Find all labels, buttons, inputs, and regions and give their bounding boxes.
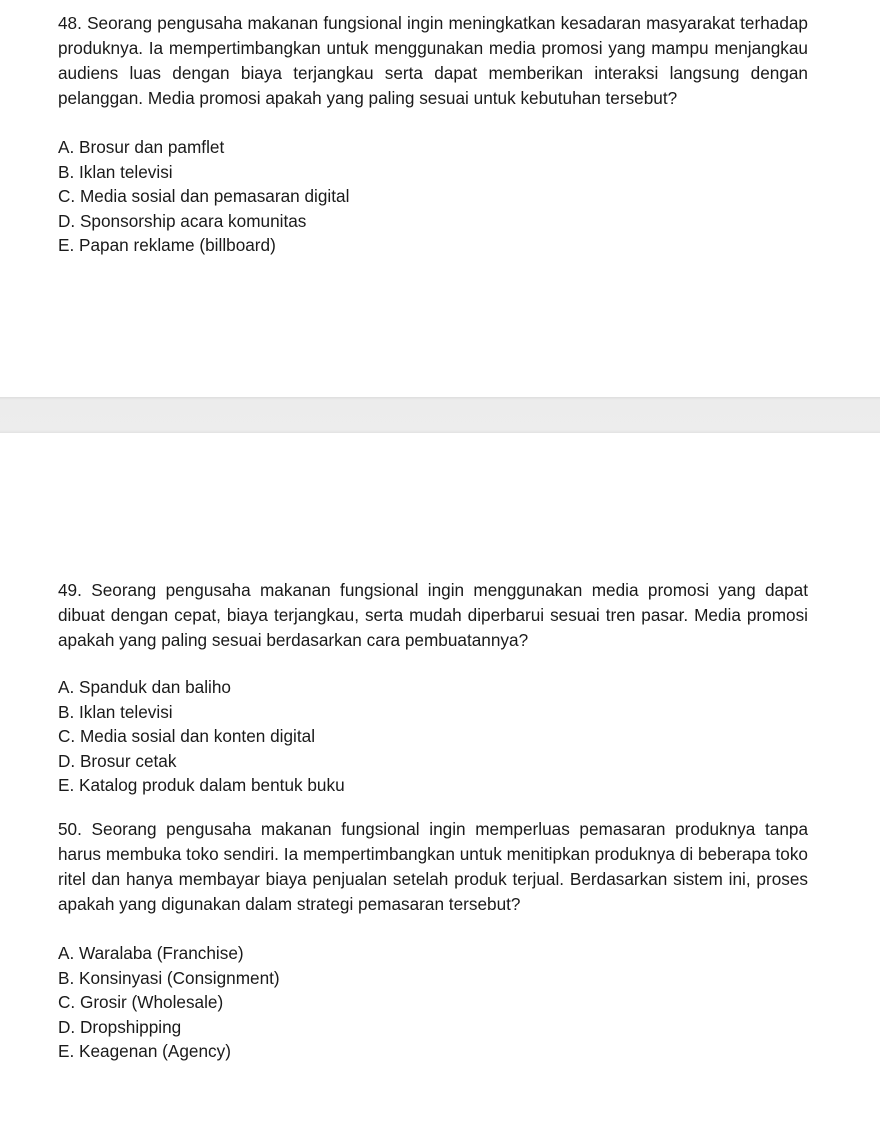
question-50-option-d: D. Dropshipping [58, 1016, 182, 1037]
question-49-options [58, 675, 808, 798]
question-50-option-c: C. Grosir (Wholesale) [58, 992, 224, 1012]
question-48-option-e: E. Papan reklame (billboard) [58, 235, 276, 255]
question-50-options [58, 941, 808, 1064]
question-48-option-c: C. Media sosial dan pemasaran digital [58, 186, 350, 206]
question-49-text: 49. Seorang pengusaha makanan fungsional ingin menggunakan media promosi yang dapat dibuat dengan cepat, biaya terjangkau, serta mudah diperbarui sesuai tren pasar. Media promosi apakah yang paling sesuai berdasarkan cara pembuatannya? [58, 580, 808, 650]
question-49-option-e: E. Katalog produk dalam bentuk buku [58, 775, 345, 795]
question-50-text: 50. Seorang pengusaha makanan fungsional ingin memperluas pemasaran produknya tanpa harus membuka toko sendiri. Ia mempertimbangkan untuk menitipkan produknya di beberapa toko ritel dan hanya membayar biaya penjualan setelah produk terjual. Berdasarkan sistem ini, proses apakah yang digunakan dalam strategi pemasaran tersebut? [58, 819, 808, 914]
question-48-options [58, 135, 808, 258]
question-48-text: 48. Seorang pengusaha makanan fungsional ingin meningkatkan kesadaran masyarakat terhadap produknya. Ia mempertimbangkan untuk menggunakan media promosi yang mampu menjangkau audiens luas dengan biaya terjangkau serta dapat memberikan interaksi langsung dengan pelanggan. Media promosi apakah yang paling sesuai untuk kebutuhan tersebut? [58, 13, 808, 108]
question-48-option-a: A. Brosur dan pamflet [58, 137, 225, 157]
question-50-option-a: A. Waralaba (Franchise) [58, 943, 244, 963]
question-49-option-b: B. Iklan televisi [58, 701, 173, 722]
question-48-option-d: D. Sponsorship acara komunitas [58, 210, 307, 231]
question-49-option-d: D. Brosur cetak [58, 750, 177, 771]
question-49 [58, 578, 808, 798]
question-49-option-a: A. Spanduk dan baliho [58, 677, 231, 697]
question-50 [58, 817, 808, 1064]
question-50-option-b: B. Konsinyasi (Consignment) [58, 967, 280, 988]
question-48 [58, 11, 808, 258]
question-49-option-c: C. Media sosial dan konten digital [58, 726, 316, 746]
question-50-option-e: E. Keagenan (Agency) [58, 1041, 231, 1061]
page-break-divider [0, 397, 880, 433]
question-48-option-b: B. Iklan televisi [58, 161, 173, 182]
